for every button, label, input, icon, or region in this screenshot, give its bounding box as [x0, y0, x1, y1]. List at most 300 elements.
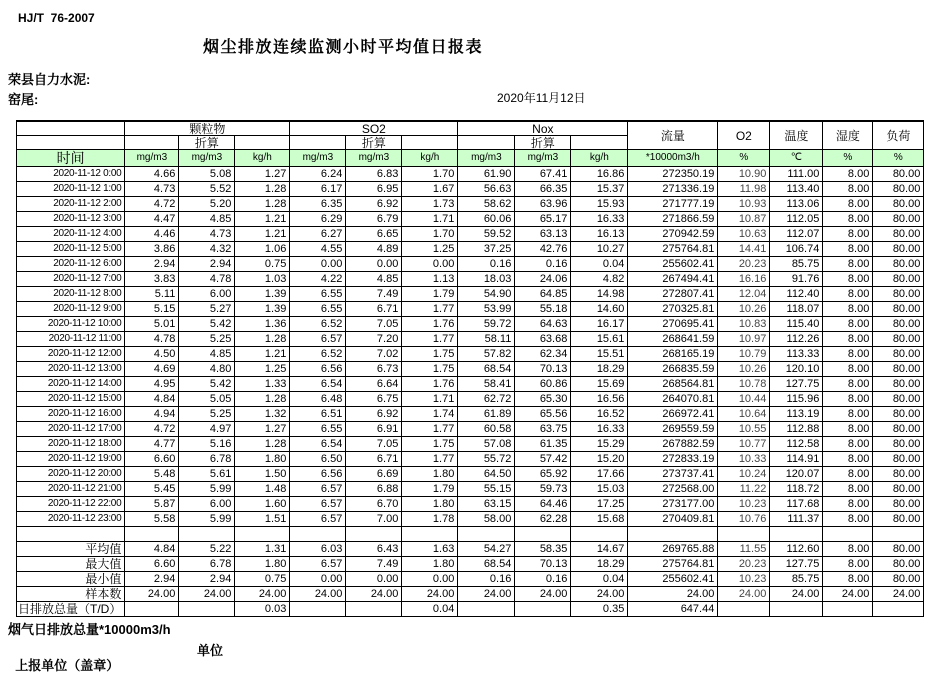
- value-cell: 4.78: [125, 332, 179, 347]
- table-row: [17, 377, 924, 392]
- unit-header: kg/h: [235, 150, 290, 167]
- value-cell: 16.33: [571, 212, 628, 227]
- value-cell: 6.70: [346, 497, 402, 512]
- value-cell: 80.00: [873, 467, 924, 482]
- value-cell: 0.00: [402, 572, 458, 587]
- value-cell: 64.85: [515, 287, 571, 302]
- value-cell: 6.27: [290, 227, 346, 242]
- value-cell: 267882.59: [628, 437, 718, 452]
- value-cell: 80.00: [873, 557, 924, 572]
- value-cell: 271777.19: [628, 197, 718, 212]
- value-cell: 0.00: [290, 572, 346, 587]
- value-cell: 80.00: [873, 257, 924, 272]
- value-cell: 24.06: [515, 272, 571, 287]
- header-load: 负荷: [873, 121, 924, 150]
- value-cell: 63.15: [458, 497, 515, 512]
- value-cell: 113.40: [770, 182, 823, 197]
- value-cell: 15.03: [571, 482, 628, 497]
- unit-header: kg/h: [402, 150, 458, 167]
- unit-header: kg/h: [571, 150, 628, 167]
- value-cell: 1.80: [235, 452, 290, 467]
- value-cell: 57.42: [515, 452, 571, 467]
- value-cell: 8.00: [823, 557, 873, 572]
- value-cell: [458, 602, 515, 617]
- value-cell: 6.57: [290, 482, 346, 497]
- value-cell: 24.00: [515, 587, 571, 602]
- value-cell: 8.00: [823, 452, 873, 467]
- value-cell: 55.72: [458, 452, 515, 467]
- value-cell: 80.00: [873, 182, 924, 197]
- value-cell: 6.60: [125, 452, 179, 467]
- value-cell: 24.00: [125, 587, 179, 602]
- value-cell: 1.32: [235, 407, 290, 422]
- empty-header-cell: [290, 136, 346, 150]
- value-cell: 8.00: [823, 227, 873, 242]
- value-cell: 4.80: [179, 362, 235, 377]
- value-cell: 4.69: [125, 362, 179, 377]
- value-cell: 10.79: [718, 347, 770, 362]
- page-title: 烟尘排放连续监测小时平均值日报表: [203, 39, 484, 56]
- report-date: 2020年11月12日: [497, 91, 586, 105]
- unit-header: mg/m3: [179, 150, 235, 167]
- value-cell: 275764.81: [628, 242, 718, 257]
- value-cell: 8.00: [823, 512, 873, 527]
- summary-row: [17, 557, 924, 572]
- value-cell: 1.74: [402, 407, 458, 422]
- value-cell: 1.21: [235, 212, 290, 227]
- value-cell: [718, 602, 770, 617]
- value-cell: 4.47: [125, 212, 179, 227]
- value-cell: 6.00: [179, 497, 235, 512]
- value-cell: 68.54: [458, 362, 515, 377]
- value-cell: 114.91: [770, 452, 823, 467]
- value-cell: 6.71: [346, 452, 402, 467]
- time-column-header: 时间: [17, 150, 125, 167]
- value-cell: [458, 527, 515, 542]
- value-cell: 2.94: [179, 257, 235, 272]
- table-row: [17, 332, 924, 347]
- table-row: [17, 497, 924, 512]
- value-cell: 1.03: [235, 272, 290, 287]
- value-cell: 24.00: [235, 587, 290, 602]
- value-cell: 6.75: [346, 392, 402, 407]
- value-cell: 10.44: [718, 392, 770, 407]
- spacer-row: [17, 527, 924, 542]
- value-cell: 6.57: [290, 332, 346, 347]
- value-cell: 1.48: [235, 482, 290, 497]
- value-cell: 80.00: [873, 272, 924, 287]
- value-cell: 80.00: [873, 392, 924, 407]
- value-cell: 11.22: [718, 482, 770, 497]
- value-cell: 266835.59: [628, 362, 718, 377]
- header-flow: 流量: [628, 121, 718, 150]
- value-cell: 271866.59: [628, 212, 718, 227]
- value-cell: 15.68: [571, 512, 628, 527]
- value-cell: 1.71: [402, 212, 458, 227]
- value-cell: 647.44: [628, 602, 718, 617]
- time-cell: 2020-11-12 8:00: [17, 287, 125, 302]
- unit-header: mg/m3: [515, 150, 571, 167]
- company-name: 荣县自力水泥:: [8, 72, 91, 87]
- value-cell: 1.63: [402, 542, 458, 557]
- flue-gas-total-note: 烟气日排放总量*10000m3/h: [8, 622, 171, 637]
- value-cell: 6.69: [346, 467, 402, 482]
- value-cell: 270942.59: [628, 227, 718, 242]
- value-cell: 1.39: [235, 287, 290, 302]
- value-cell: 4.84: [125, 392, 179, 407]
- value-cell: 273177.00: [628, 497, 718, 512]
- value-cell: 14.67: [571, 542, 628, 557]
- summary-label: 样本数: [17, 587, 125, 602]
- value-cell: 4.46: [125, 227, 179, 242]
- doc-number: HJ/T 76-2007: [18, 11, 95, 25]
- value-cell: 112.26: [770, 332, 823, 347]
- value-cell: 80.00: [873, 377, 924, 392]
- value-cell: 6.52: [290, 317, 346, 332]
- value-cell: 6.55: [290, 302, 346, 317]
- value-cell: 80.00: [873, 227, 924, 242]
- value-cell: 1.50: [235, 467, 290, 482]
- value-cell: 8.00: [823, 287, 873, 302]
- table-row: [17, 362, 924, 377]
- value-cell: 10.23: [718, 572, 770, 587]
- value-cell: [125, 602, 179, 617]
- value-cell: 10.55: [718, 422, 770, 437]
- time-cell: 2020-11-12 14:00: [17, 377, 125, 392]
- value-cell: 7.05: [346, 317, 402, 332]
- value-cell: 6.79: [346, 212, 402, 227]
- value-cell: 5.20: [179, 197, 235, 212]
- value-cell: [402, 527, 458, 542]
- report-unit-label: 上报单位（盖章）: [15, 658, 120, 673]
- value-cell: 10.64: [718, 407, 770, 422]
- value-cell: 57.08: [458, 437, 515, 452]
- value-cell: 113.33: [770, 347, 823, 362]
- value-cell: 58.11: [458, 332, 515, 347]
- value-cell: 5.58: [125, 512, 179, 527]
- value-cell: 7.00: [346, 512, 402, 527]
- value-cell: 61.35: [515, 437, 571, 452]
- value-cell: 62.28: [515, 512, 571, 527]
- value-cell: 55.15: [458, 482, 515, 497]
- value-cell: 65.30: [515, 392, 571, 407]
- unit-header: %: [823, 150, 873, 167]
- value-cell: 42.76: [515, 242, 571, 257]
- value-cell: 1.39: [235, 302, 290, 317]
- value-cell: 1.21: [235, 227, 290, 242]
- group-header-nox: Nox: [458, 121, 628, 136]
- value-cell: 1.80: [402, 467, 458, 482]
- value-cell: 118.07: [770, 302, 823, 317]
- value-cell: 0.03: [235, 602, 290, 617]
- value-cell: 4.85: [346, 272, 402, 287]
- value-cell: 18.29: [571, 362, 628, 377]
- value-cell: 4.95: [125, 377, 179, 392]
- value-cell: 112.88: [770, 422, 823, 437]
- value-cell: 8.00: [823, 242, 873, 257]
- value-cell: 6.55: [290, 422, 346, 437]
- value-cell: 24.00: [718, 587, 770, 602]
- table-row: [17, 242, 924, 257]
- value-cell: 10.27: [571, 242, 628, 257]
- value-cell: 1.25: [402, 242, 458, 257]
- value-cell: 0.00: [346, 257, 402, 272]
- value-cell: [823, 527, 873, 542]
- conv-header-nox: 折算: [515, 136, 571, 150]
- value-cell: 10.63: [718, 227, 770, 242]
- value-cell: 5.48: [125, 467, 179, 482]
- value-cell: [873, 602, 924, 617]
- value-cell: 54.27: [458, 542, 515, 557]
- value-cell: [515, 602, 571, 617]
- value-cell: 80.00: [873, 212, 924, 227]
- value-cell: 6.54: [290, 437, 346, 452]
- value-cell: 1.36: [235, 317, 290, 332]
- value-cell: 16.52: [571, 407, 628, 422]
- value-cell: 65.92: [515, 467, 571, 482]
- empty-header-cell: [235, 136, 290, 150]
- time-cell: 2020-11-12 3:00: [17, 212, 125, 227]
- value-cell: 68.54: [458, 557, 515, 572]
- value-cell: 80.00: [873, 437, 924, 452]
- value-cell: 61.89: [458, 407, 515, 422]
- value-cell: 8.00: [823, 467, 873, 482]
- value-cell: 10.97: [718, 332, 770, 347]
- time-cell: 2020-11-12 15:00: [17, 392, 125, 407]
- value-cell: 8.00: [823, 362, 873, 377]
- value-cell: 6.60: [125, 557, 179, 572]
- value-cell: 112.40: [770, 287, 823, 302]
- value-cell: 6.51: [290, 407, 346, 422]
- value-cell: 55.18: [515, 302, 571, 317]
- table-row: [17, 347, 924, 362]
- time-cell: 2020-11-12 19:00: [17, 452, 125, 467]
- value-cell: 6.43: [346, 542, 402, 557]
- value-cell: 7.49: [346, 557, 402, 572]
- value-cell: 113.19: [770, 407, 823, 422]
- header-o2: O2: [718, 121, 770, 150]
- value-cell: 4.72: [125, 197, 179, 212]
- value-cell: 8.00: [823, 197, 873, 212]
- time-cell: 2020-11-12 12:00: [17, 347, 125, 362]
- value-cell: 0.04: [571, 257, 628, 272]
- value-cell: [718, 527, 770, 542]
- value-cell: 8.00: [823, 407, 873, 422]
- value-cell: 6.29: [290, 212, 346, 227]
- value-cell: [290, 602, 346, 617]
- value-cell: 1.71: [402, 392, 458, 407]
- unit-header: mg/m3: [125, 150, 179, 167]
- unit-header: %: [718, 150, 770, 167]
- value-cell: 8.00: [823, 392, 873, 407]
- value-cell: 10.33: [718, 452, 770, 467]
- value-cell: 273737.41: [628, 467, 718, 482]
- value-cell: 1.27: [235, 422, 290, 437]
- value-cell: [628, 527, 718, 542]
- value-cell: 80.00: [873, 452, 924, 467]
- value-cell: 1.28: [235, 197, 290, 212]
- value-cell: 80.00: [873, 197, 924, 212]
- value-cell: 62.72: [458, 392, 515, 407]
- value-cell: 1.75: [402, 347, 458, 362]
- value-cell: 6.00: [179, 287, 235, 302]
- value-cell: [179, 527, 235, 542]
- value-cell: 1.28: [235, 392, 290, 407]
- value-cell: 11.98: [718, 182, 770, 197]
- value-cell: 6.73: [346, 362, 402, 377]
- table-row: [17, 392, 924, 407]
- unit-header: mg/m3: [458, 150, 515, 167]
- value-cell: 1.25: [235, 362, 290, 377]
- value-cell: 53.99: [458, 302, 515, 317]
- time-cell: 2020-11-12 4:00: [17, 227, 125, 242]
- table-row: [17, 452, 924, 467]
- value-cell: 8.00: [823, 167, 873, 182]
- value-cell: 6.65: [346, 227, 402, 242]
- value-cell: 58.41: [458, 377, 515, 392]
- value-cell: 267494.41: [628, 272, 718, 287]
- value-cell: 5.42: [179, 317, 235, 332]
- value-cell: 8.00: [823, 332, 873, 347]
- value-cell: 255602.41: [628, 572, 718, 587]
- value-cell: 10.26: [718, 302, 770, 317]
- value-cell: 58.35: [515, 542, 571, 557]
- value-cell: 5.25: [179, 332, 235, 347]
- unit-header: mg/m3: [346, 150, 402, 167]
- value-cell: 112.58: [770, 437, 823, 452]
- value-cell: 106.74: [770, 242, 823, 257]
- table-row: [17, 272, 924, 287]
- value-cell: 10.77: [718, 437, 770, 452]
- value-cell: 65.17: [515, 212, 571, 227]
- value-cell: 4.55: [290, 242, 346, 257]
- value-cell: 0.04: [402, 602, 458, 617]
- value-cell: 1.73: [402, 197, 458, 212]
- value-cell: 20.23: [718, 257, 770, 272]
- value-cell: 5.27: [179, 302, 235, 317]
- value-cell: 16.33: [571, 422, 628, 437]
- value-cell: 10.78: [718, 377, 770, 392]
- value-cell: 1.76: [402, 377, 458, 392]
- value-cell: 1.77: [402, 452, 458, 467]
- value-cell: 270695.41: [628, 317, 718, 332]
- value-cell: 80.00: [873, 422, 924, 437]
- value-cell: 1.67: [402, 182, 458, 197]
- time-cell: 2020-11-12 21:00: [17, 482, 125, 497]
- station-name: 窑尾:: [8, 92, 39, 107]
- value-cell: 8.00: [823, 302, 873, 317]
- value-cell: 80.00: [873, 362, 924, 377]
- value-cell: 6.78: [179, 557, 235, 572]
- value-cell: 6.52: [290, 347, 346, 362]
- value-cell: 24.00: [628, 587, 718, 602]
- value-cell: 6.83: [346, 167, 402, 182]
- value-cell: 60.06: [458, 212, 515, 227]
- value-cell: 4.73: [125, 182, 179, 197]
- table-row: [17, 167, 924, 182]
- table-row: [17, 422, 924, 437]
- value-cell: 1.13: [402, 272, 458, 287]
- time-cell: 2020-11-12 16:00: [17, 407, 125, 422]
- value-cell: 255602.41: [628, 257, 718, 272]
- value-cell: 266972.41: [628, 407, 718, 422]
- value-cell: 1.60: [235, 497, 290, 512]
- value-cell: 63.68: [515, 332, 571, 347]
- value-cell: 16.86: [571, 167, 628, 182]
- value-cell: 6.92: [346, 407, 402, 422]
- value-cell: 80.00: [873, 542, 924, 557]
- value-cell: [346, 602, 402, 617]
- time-cell: 2020-11-12 17:00: [17, 422, 125, 437]
- table-row: [17, 197, 924, 212]
- value-cell: [873, 527, 924, 542]
- value-cell: 8.00: [823, 272, 873, 287]
- value-cell: 3.83: [125, 272, 179, 287]
- value-cell: 4.32: [179, 242, 235, 257]
- value-cell: 80.00: [873, 242, 924, 257]
- time-cell: 2020-11-12 7:00: [17, 272, 125, 287]
- value-cell: 24.00: [458, 587, 515, 602]
- value-cell: 24.00: [179, 587, 235, 602]
- table-row: [17, 182, 924, 197]
- value-cell: 80.00: [873, 407, 924, 422]
- value-cell: 120.10: [770, 362, 823, 377]
- value-cell: 15.69: [571, 377, 628, 392]
- value-cell: 24.00: [770, 587, 823, 602]
- value-cell: 8.00: [823, 317, 873, 332]
- value-cell: 0.75: [235, 572, 290, 587]
- group-header-pm: 颗粒物: [125, 121, 290, 136]
- value-cell: 1.28: [235, 437, 290, 452]
- value-cell: 80.00: [873, 302, 924, 317]
- value-cell: 6.64: [346, 377, 402, 392]
- time-cell: 2020-11-12 22:00: [17, 497, 125, 512]
- value-cell: 3.86: [125, 242, 179, 257]
- value-cell: 1.77: [402, 332, 458, 347]
- value-cell: 7.05: [346, 437, 402, 452]
- value-cell: 5.11: [125, 287, 179, 302]
- summary-label: 最大值: [17, 557, 125, 572]
- table-row: [17, 317, 924, 332]
- value-cell: 6.57: [290, 497, 346, 512]
- value-cell: 112.05: [770, 212, 823, 227]
- unit-header: *10000m3/h: [628, 150, 718, 167]
- value-cell: 1.06: [235, 242, 290, 257]
- value-cell: 17.25: [571, 497, 628, 512]
- value-cell: 15.29: [571, 437, 628, 452]
- summary-row: [17, 542, 924, 557]
- value-cell: 4.97: [179, 422, 235, 437]
- value-cell: 5.99: [179, 482, 235, 497]
- value-cell: 272568.00: [628, 482, 718, 497]
- value-cell: 6.91: [346, 422, 402, 437]
- value-cell: 4.22: [290, 272, 346, 287]
- value-cell: 16.56: [571, 392, 628, 407]
- value-cell: 10.76: [718, 512, 770, 527]
- value-cell: [125, 527, 179, 542]
- value-cell: 270325.81: [628, 302, 718, 317]
- value-cell: [770, 527, 823, 542]
- value-cell: 1.79: [402, 482, 458, 497]
- corner-cell: [17, 121, 125, 136]
- value-cell: 1.79: [402, 287, 458, 302]
- summary-row: [17, 587, 924, 602]
- value-cell: 63.96: [515, 197, 571, 212]
- value-cell: 115.40: [770, 317, 823, 332]
- value-cell: 56.63: [458, 182, 515, 197]
- value-cell: 117.68: [770, 497, 823, 512]
- value-cell: 62.34: [515, 347, 571, 362]
